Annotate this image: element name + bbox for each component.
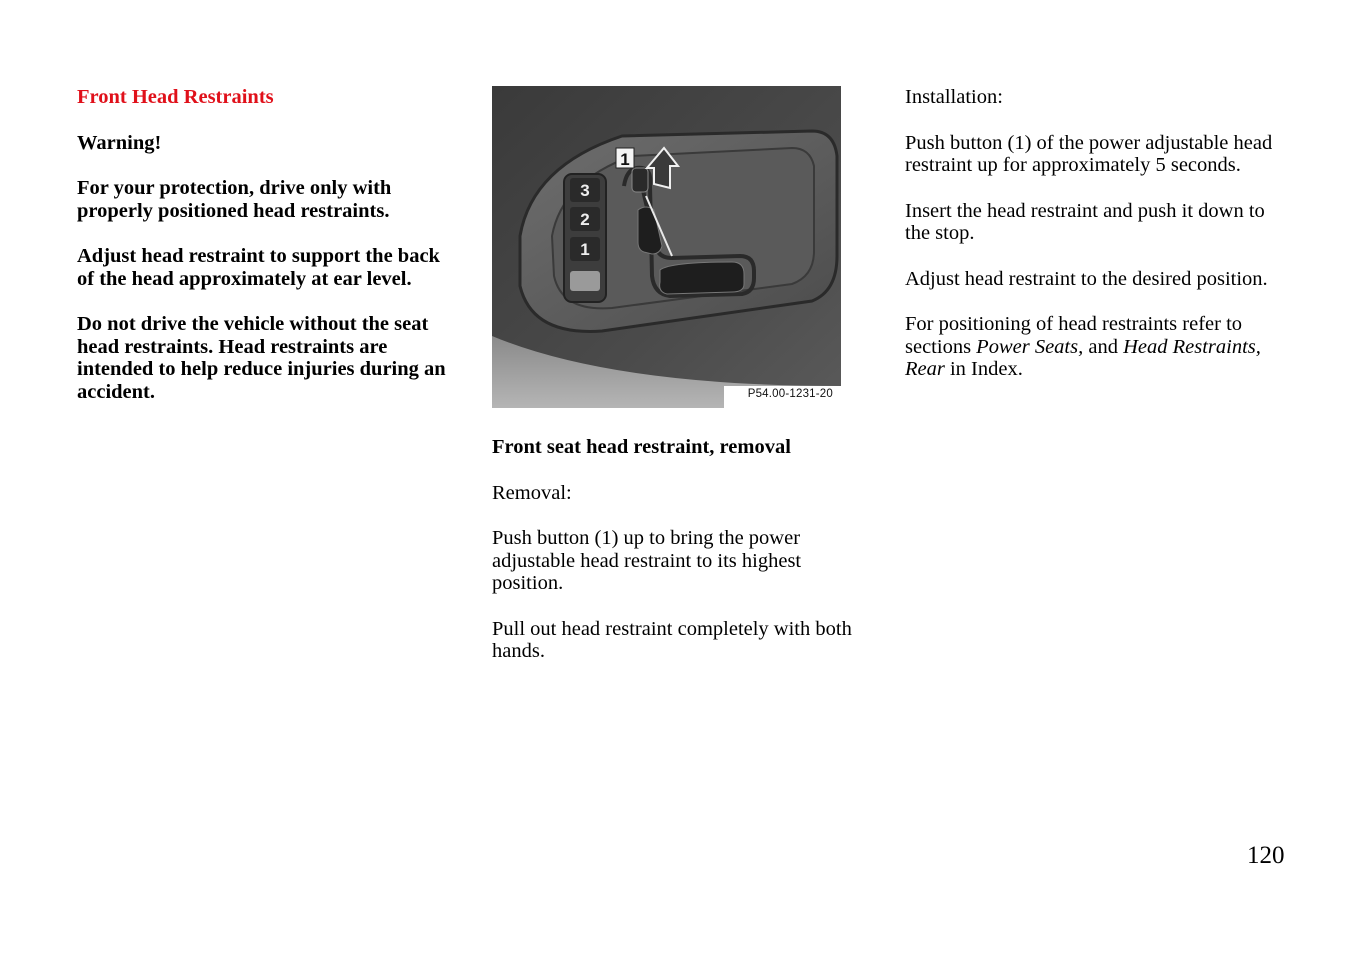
warning-paragraph-2: Adjust head restraint to support the back of the head approximately at ear level. [77, 245, 440, 290]
memory-set-button[interactable] [570, 271, 600, 291]
removal-title: Removal: [492, 481, 572, 504]
callout-number: 1 [620, 150, 630, 169]
seat-control-figure [492, 86, 841, 408]
reference-text-2: and [1083, 335, 1124, 358]
page-number: 120 [1247, 842, 1285, 869]
installation-step-2: Insert the head restraint and push it down to the stop. [905, 199, 1265, 244]
memory-button-1-label: 1 [580, 240, 590, 259]
figure-code: P54.00-1231-20 [747, 387, 833, 400]
removal-step-1: Push button (1) up to bring the power adjustable head restraint to its highest position. [492, 527, 802, 594]
reference-text-1: For positioning of head restraints refer to sections [905, 313, 1243, 358]
memory-button-2-label: 2 [580, 210, 590, 229]
middle-column [492, 86, 862, 686]
figure-caption: Front seat head restraint, removal [492, 436, 791, 458]
installation-title: Installation: [905, 86, 1003, 108]
cross-reference [905, 313, 1285, 381]
seat-control-illustration [492, 86, 841, 408]
reference-link-head-restraints-rear: Head Restraints, Rear [905, 335, 1261, 380]
section-heading: Front Head Restraints [77, 86, 274, 108]
warning-paragraph-1: For your protection, drive only with properly positioned head restraints. [77, 177, 392, 222]
removal-step-2: Pull out head restraint completely with both hands. [492, 617, 852, 662]
reference-text-3: in Index. [944, 358, 1023, 380]
memory-button-3-label: 3 [580, 181, 590, 200]
reference-link-power-seats: Power Seats, [976, 335, 1084, 358]
right-column [905, 86, 1285, 404]
warning-paragraph-3: Do not drive the vehicle without the seat head restraints. Head restraints are intended to help reduce injuries during an accident. [77, 313, 446, 403]
left-column [77, 86, 447, 426]
installation-step-1: Push button (1) of the power adjustable head restraint up for approximately 5 seconds. [905, 131, 1273, 176]
warning-title: Warning! [77, 131, 162, 154]
installation-step-3: Adjust head restraint to the desired position. [905, 267, 1268, 290]
seat-cushion-switch[interactable] [660, 262, 744, 294]
head-restraint-button[interactable] [632, 168, 648, 192]
